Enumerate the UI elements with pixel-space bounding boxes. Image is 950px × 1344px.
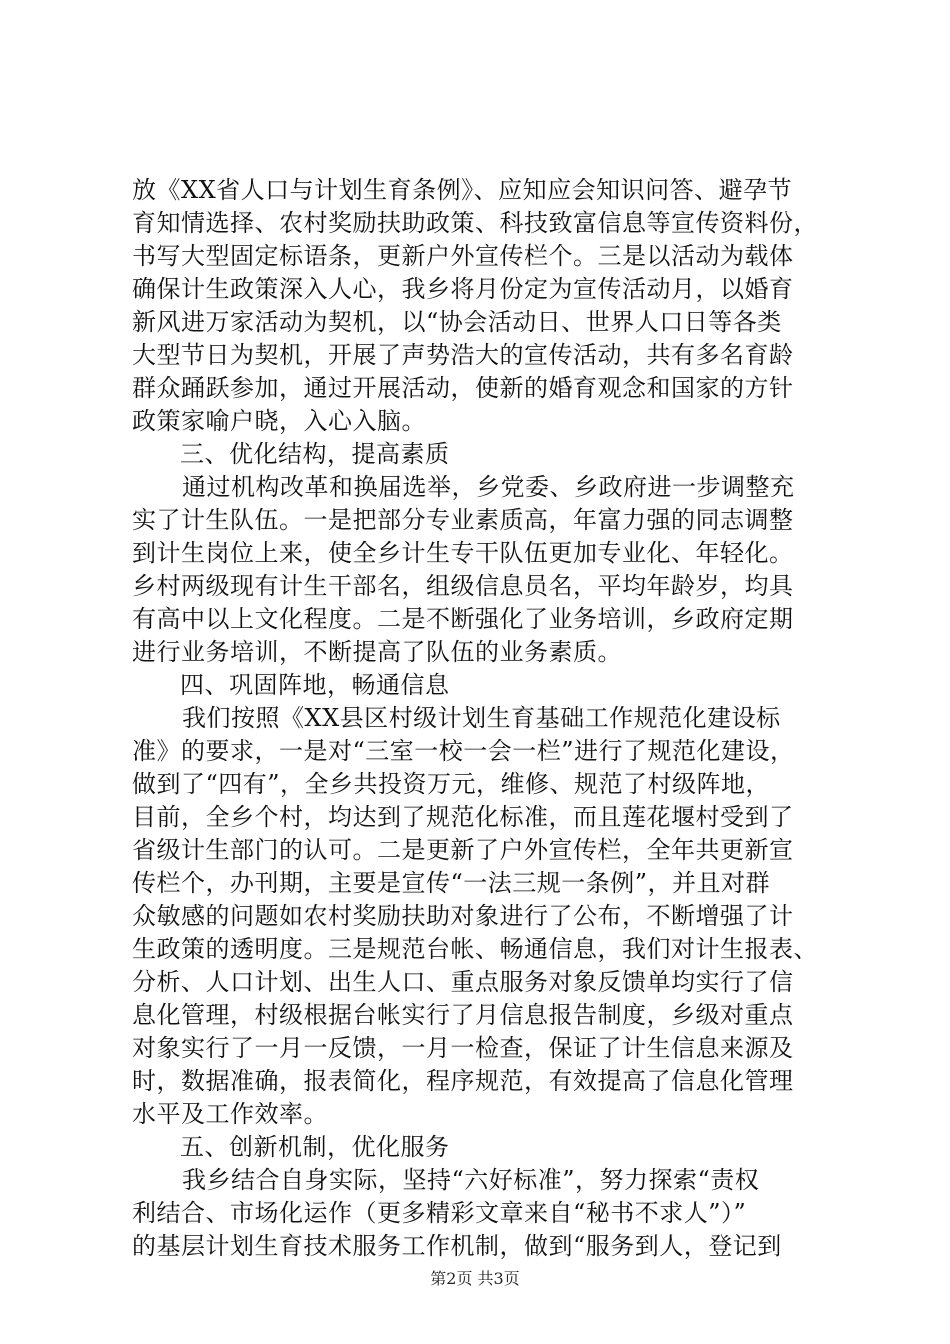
page-footer: 第2页 共3页 <box>430 1269 520 1288</box>
text-line: 准》的要求，一是对“三室一校一会一栏”进行了规范化建设， <box>132 737 795 765</box>
text-line: 乡村两级现有计生干部名，组级信息员名，平均年龄岁，均具 <box>132 572 794 600</box>
section-heading: 四、巩固阵地，畅通信息 <box>180 671 450 699</box>
text-line: 确保计生政策深入人心，我乡将月份定为宣传活动月，以婚育 <box>132 275 794 303</box>
text-line: 群众踊跃参加，通过开展活动，使新的婚育观念和国家的方针 <box>132 374 794 402</box>
section-heading: 三、优化结构，提高素质 <box>180 440 450 468</box>
text-line: 进行业务培训，不断提高了队伍的业务素质。 <box>132 638 622 666</box>
text-line: 分析、人口计划、出生人口、重点服务对象反馈单均实行了信 <box>132 968 794 996</box>
text-line: 众敏感的问题如农村奖励扶助对象进行了公布，不断增强了计 <box>132 902 794 930</box>
text-line: 生政策的透明度。三是规范台帐、畅通信息，我们对计生报表、 <box>132 935 818 963</box>
text-line: 大型节日为契机，开展了声势浩大的宣传活动，共有多名育龄 <box>132 341 794 369</box>
text-line: 放《XX省人口与计划生育条例》、应知应会知识问答、避孕节 <box>132 176 793 204</box>
text-line: 时，数据准确，报表简化，程序规范，有效提高了信息化管理 <box>132 1067 794 1095</box>
text-line: 书写大型固定标语条，更新户外宣传栏个。三是以活动为载体 <box>132 242 794 270</box>
text-line: 息化管理，村级根据台帐实行了月信息报告制度，乡级对重点 <box>132 1001 794 1029</box>
text-line: 做到了“四有”，全乡共投资万元，维修、规范了村级阵地， <box>132 770 771 798</box>
text-line: 传栏个，办刊期，主要是宣传“一法三规一条例”，并且对群 <box>132 869 771 897</box>
text-line: 水平及工作效率。 <box>132 1100 328 1128</box>
text-line: 省级计生部门的认可。二是更新了户外宣传栏，全年共更新宣 <box>132 836 794 864</box>
text-line: 新风进万家活动为契机，以“协会活动日、世界人口日等各类 <box>132 308 782 336</box>
text-line: 政策家喻户晓，入心入脑。 <box>132 407 426 435</box>
text-line: 我乡结合自身实际，坚持“六好标准”，努力探索“责权 <box>182 1166 760 1194</box>
text-line: 我们按照《XX县区村级计划生育基础工作规范化建设标 <box>182 704 781 732</box>
text-line: 育知情选择、农村奖励扶助政策、科技致富信息等宣传资料份， <box>132 209 818 237</box>
document-body <box>132 174 832 1263</box>
text-line: 利结合、市场化运作（更多精彩文章来自“秘书不求人”）” <box>132 1199 747 1227</box>
text-line: 到计生岗位上来，使全乡计生专干队伍更加专业化、年轻化。 <box>132 539 794 567</box>
section-heading: 五、创新机制，优化服务 <box>180 1133 450 1161</box>
text-line: 实了计生队伍。一是把部分专业素质高，年富力强的同志调整 <box>132 506 794 534</box>
text-line: 对象实行了一月一反馈，一月一检查，保证了计生信息来源及 <box>132 1034 794 1062</box>
text-line: 的基层计划生育技术服务工作机制，做到“服务到人，登记到 <box>132 1232 782 1260</box>
text-line: 目前，全乡个村，均达到了规范化标准，而且莲花堰村受到了 <box>132 803 794 831</box>
text-line: 有高中以上文化程度。二是不断强化了业务培训，乡政府定期 <box>132 605 794 633</box>
text-line: 通过机构改革和换届选举，乡党委、乡政府进一步调整充 <box>182 473 795 501</box>
